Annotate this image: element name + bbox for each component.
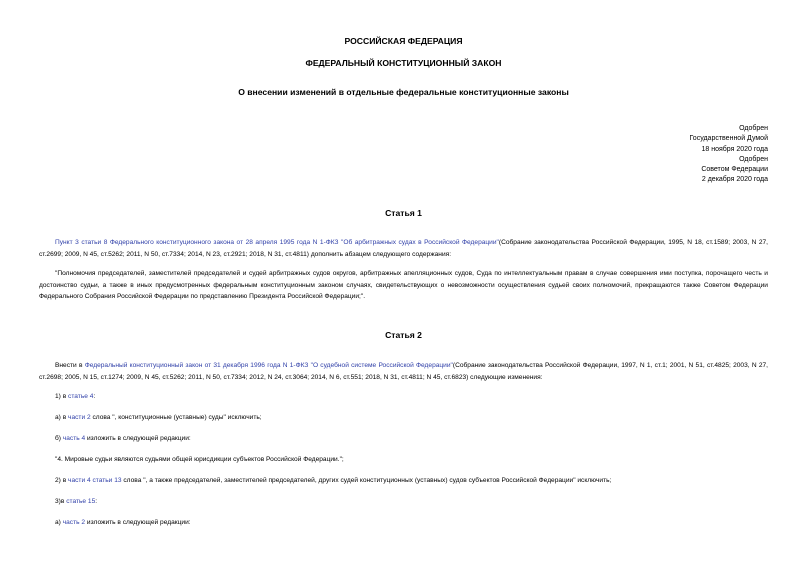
link-part-2[interactable]: части 2 [68, 414, 91, 421]
approval-block [568, 124, 768, 186]
list-item [39, 433, 768, 445]
approval-line: Одобрен [739, 125, 768, 132]
list-item [39, 496, 768, 508]
paragraph-text: (Собрание законодательства Российской Федерации, 1997, N 1, ст.1; 2001, N 51, ст.4825; 2003, N 27, ст.2698; 2005, N 15, ст.1274; 2009, N 45, ст.5262; 2011, N 50, ст.7334; 2012, N 24, ст.3064; 2014, N 6, ст.551; 2018, N 31, ст.4811; N 45, ст.6823) следующие изменения: [39, 362, 769, 381]
list-item-text: 3)в [55, 498, 67, 505]
federation-heading: РОССИЙСКАЯ ФЕДЕРАЦИЯ [344, 36, 463, 46]
law-link-judicial-system[interactable]: Федеральный конституционный закон от 31 декабря 1996 года N 1-ФКЗ "О судебной системе Российской Федерации" [84, 362, 453, 369]
document-title: О внесении изменений в отдельные федеральные конституционные законы [238, 87, 569, 97]
approval-line: Советом Федерации [701, 166, 768, 174]
list-item-text: 1) в [55, 393, 69, 400]
paragraph-text: (Собрание законодательства Российской Федерации, 1995, N 18, ст.1589; 2003, N 27, ст.2699; 2009, N 45, ст.5262; 2011, N 50, ст.7334; 2014, N 23, ст.2921; 2018, N 31, ст.4811) дополнить абзацем следующего содержания: [39, 239, 768, 258]
list-item-text: 2) в [55, 477, 69, 484]
link-article-4[interactable]: статье 4 [68, 393, 94, 400]
article-2-paragraph-1 [39, 360, 768, 383]
list-item [39, 391, 768, 403]
link-part-4[interactable]: часть 4 [62, 435, 86, 442]
list-item-text: слова ", а также председателей, заместителей председателей, других судей конституционных (уставных) судов субъектов Российской Федерации" исключить; [121, 477, 612, 484]
link-part-2-article-15[interactable]: часть 2 [62, 519, 86, 526]
list-item [39, 412, 768, 424]
approval-line: Одобрен [739, 155, 768, 163]
list-item-text: б) [55, 435, 63, 442]
list-item-text: а) [55, 519, 63, 526]
approval-line: 2 декабря 2020 года [701, 176, 768, 184]
article-2-heading: Статья 2 [385, 330, 422, 340]
article-1-paragraph-2: "Полномочия председателей, заместителей председателей и судей арбитражных судов округов, арбитражных апелляционных судов, Суда по интеллектуальным правам в случае совершения ими поступка, порочащего честь и достоинство судьи, а также в иных предусмотренных федеральным конституционным законом случаях, свидетельствующих о невозможности осуществления судьей своих полномочий, прекращаются также Советом Федерации Федерального Собрания Российской Федерации по представлению Президента Российской Федерации;". [39, 270, 768, 301]
list-item-text: а) в [55, 414, 69, 421]
article-1-paragraph-1 [39, 237, 768, 260]
law-type-heading: ФЕДЕРАЛЬНЫЙ КОНСТИТУЦИОННЫЙ ЗАКОН [305, 58, 502, 68]
list-item-text: слова ", конституционные (уставные) суды" исключить; [90, 414, 262, 421]
approval-line: Государственной Думой [689, 135, 768, 143]
list-item [39, 517, 768, 529]
list-item [39, 475, 768, 487]
article-1-heading: Статья 1 [385, 208, 422, 218]
link-article-15[interactable]: статье 15 [66, 498, 96, 505]
quoted-text: "4. Мировые судьи являются судьями общей юрисдикции субъектов Российской Федерации."; [55, 456, 344, 463]
paragraph-text: Внести в [55, 362, 85, 369]
approval-line: 18 ноября 2020 года [701, 145, 768, 153]
link-part-4-article-13[interactable]: части 4 статьи 13 [68, 477, 122, 484]
law-link-arbitration-courts[interactable]: Пункт 3 статьи 8 Федерального конституционного закона от 28 апреля 1995 года N 1-ФКЗ "Об арбитражных судах в Российской Федерации" [55, 239, 499, 246]
list-item-text: изложить в следующей редакции: [85, 519, 191, 526]
list-item-text: : [93, 393, 96, 400]
list-item-text: изложить в следующей редакции: [85, 435, 191, 442]
list-item-text: : [95, 498, 98, 505]
